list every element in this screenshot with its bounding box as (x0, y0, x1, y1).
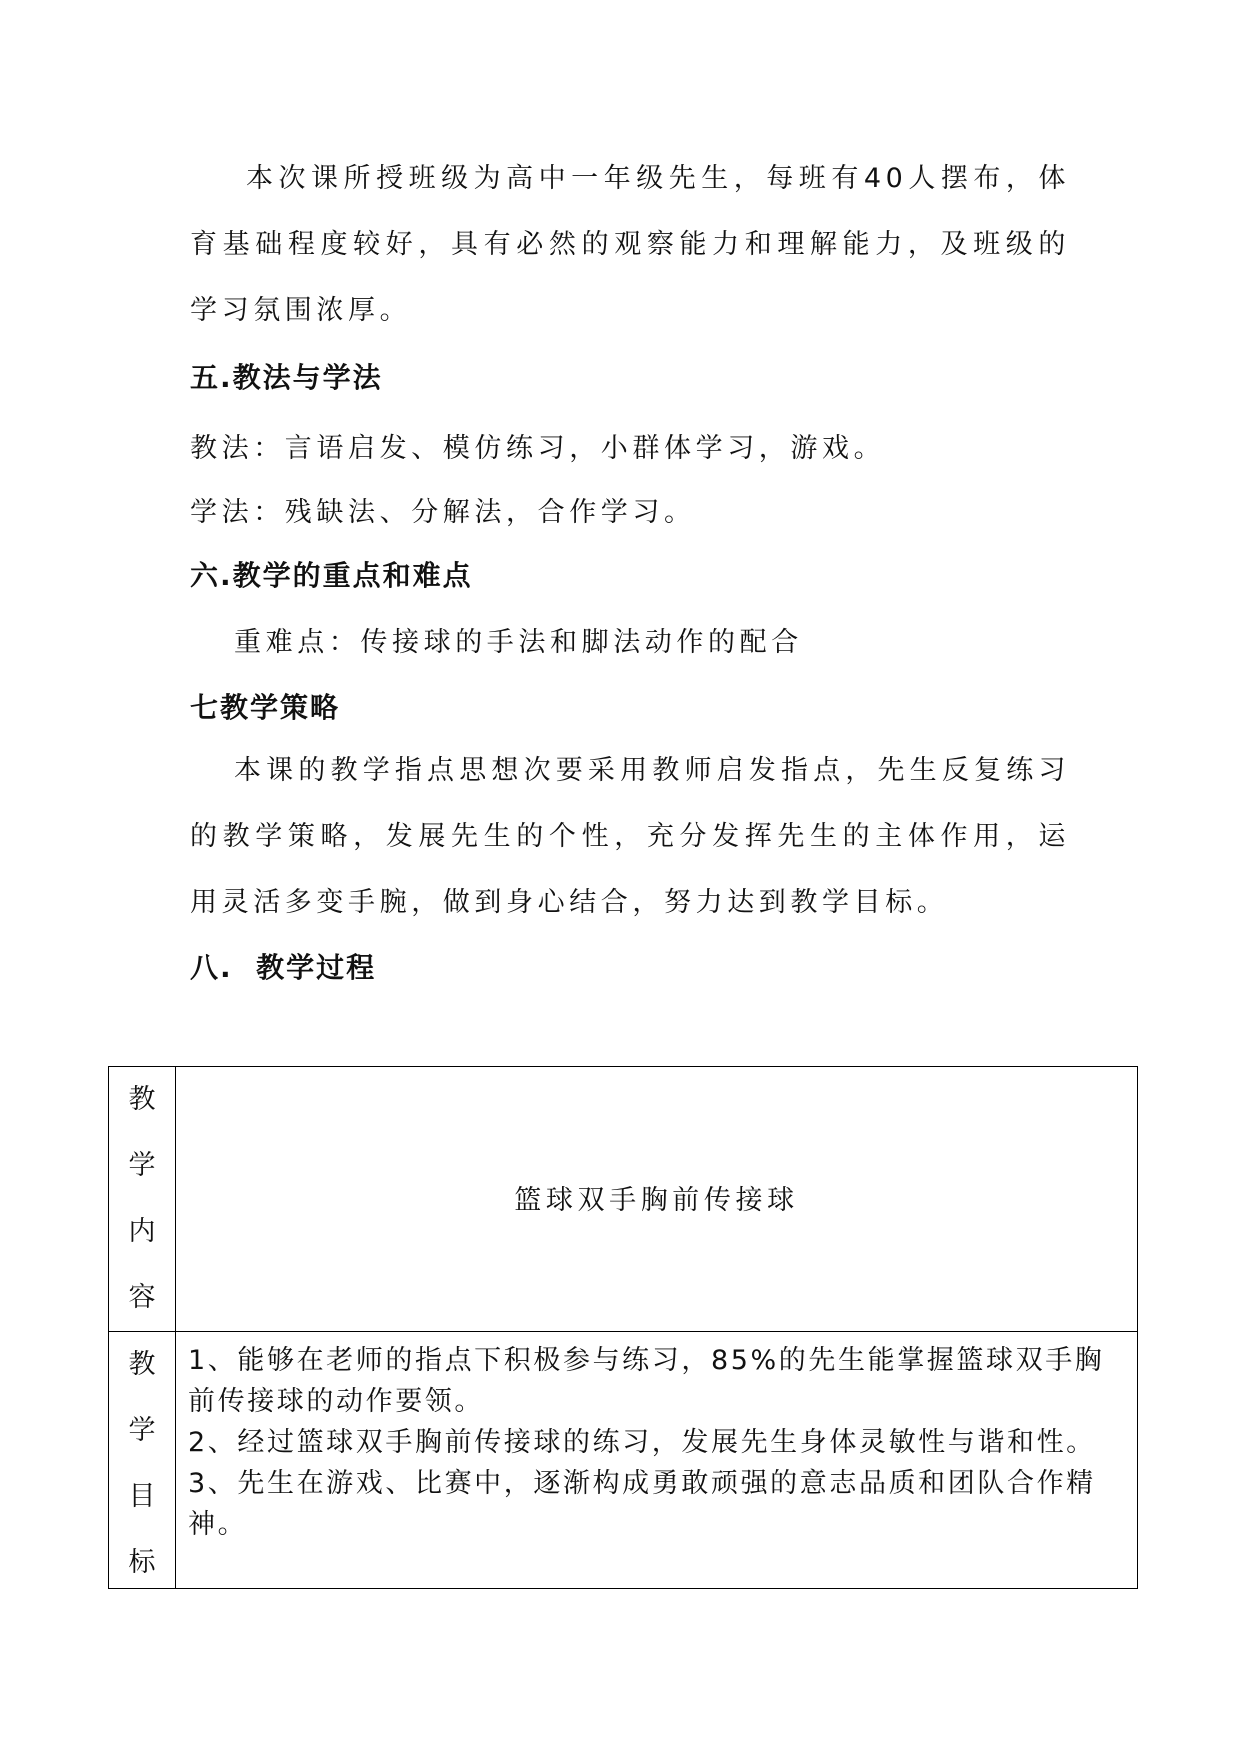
goals-label-char: 标 (128, 1547, 156, 1578)
learning-method: 学法：残缺法、分解法，合作学习。 (190, 497, 696, 528)
section-5-heading: 五.教法与学法 (190, 361, 383, 394)
content-label-char: 容 (128, 1282, 156, 1313)
section-7-heading: 七教学策略 (190, 691, 341, 724)
content-value-cell (176, 1067, 1138, 1332)
section-8-heading: 八. 教学过程 (190, 951, 377, 984)
goal-item: 1、能够在老师的指点下积极参与练习，85%的先生能掌握篮球双手胸前传接球的动作要领。 (188, 1345, 1105, 1417)
goal-item: 3、先生在游戏、比赛中，逐渐构成勇敢顽强的意志品质和团队合作精神。 (188, 1468, 1096, 1540)
goals-list (176, 1332, 1137, 1545)
teaching-method: 教法：言语启发、模仿练习，小群体学习，游戏。 (190, 433, 886, 464)
table-row-goals (109, 1332, 1138, 1589)
lesson-plan-table (108, 1066, 1138, 1589)
strategy-paragraph: 本课的教学指点思想次要采用教师启发指点，先生反复练习的教学策略，发展先生的个性，充分发挥先生的主体作用，运用灵活多变手腕，做到身心结合，努力达到教学目标。 (190, 755, 1070, 918)
intro-paragraph: 本次课所授班级为高中一年级先生，每班有40人摆布，体育基础程度较好，具有必然的观察能力和理解能力，及班级的学习氛围浓厚。 (190, 163, 1070, 326)
content-label-cell (109, 1067, 176, 1332)
key-points: 重难点：传接球的手法和脚法动作的配合 (234, 627, 803, 658)
content-label-char: 学 (128, 1150, 156, 1181)
content-label-char: 教 (128, 1084, 156, 1115)
goals-label-cell (109, 1332, 176, 1589)
table-row-content (109, 1067, 1138, 1332)
goals-cell (176, 1332, 1138, 1589)
section-6-heading: 六.教学的重点和难点 (190, 559, 473, 592)
goals-label (109, 1332, 175, 1588)
content-label-char: 内 (128, 1216, 156, 1247)
content-label (109, 1067, 175, 1331)
goals-label-char: 目 (128, 1481, 156, 1512)
goals-label-char: 学 (128, 1415, 156, 1446)
goal-item: 2、经过篮球双手胸前传接球的练习，发展先生身体灵敏性与谐和性。 (188, 1427, 1096, 1458)
goals-label-char: 教 (128, 1349, 156, 1380)
content-value: 篮球双手胸前传接球 (514, 1184, 799, 1216)
